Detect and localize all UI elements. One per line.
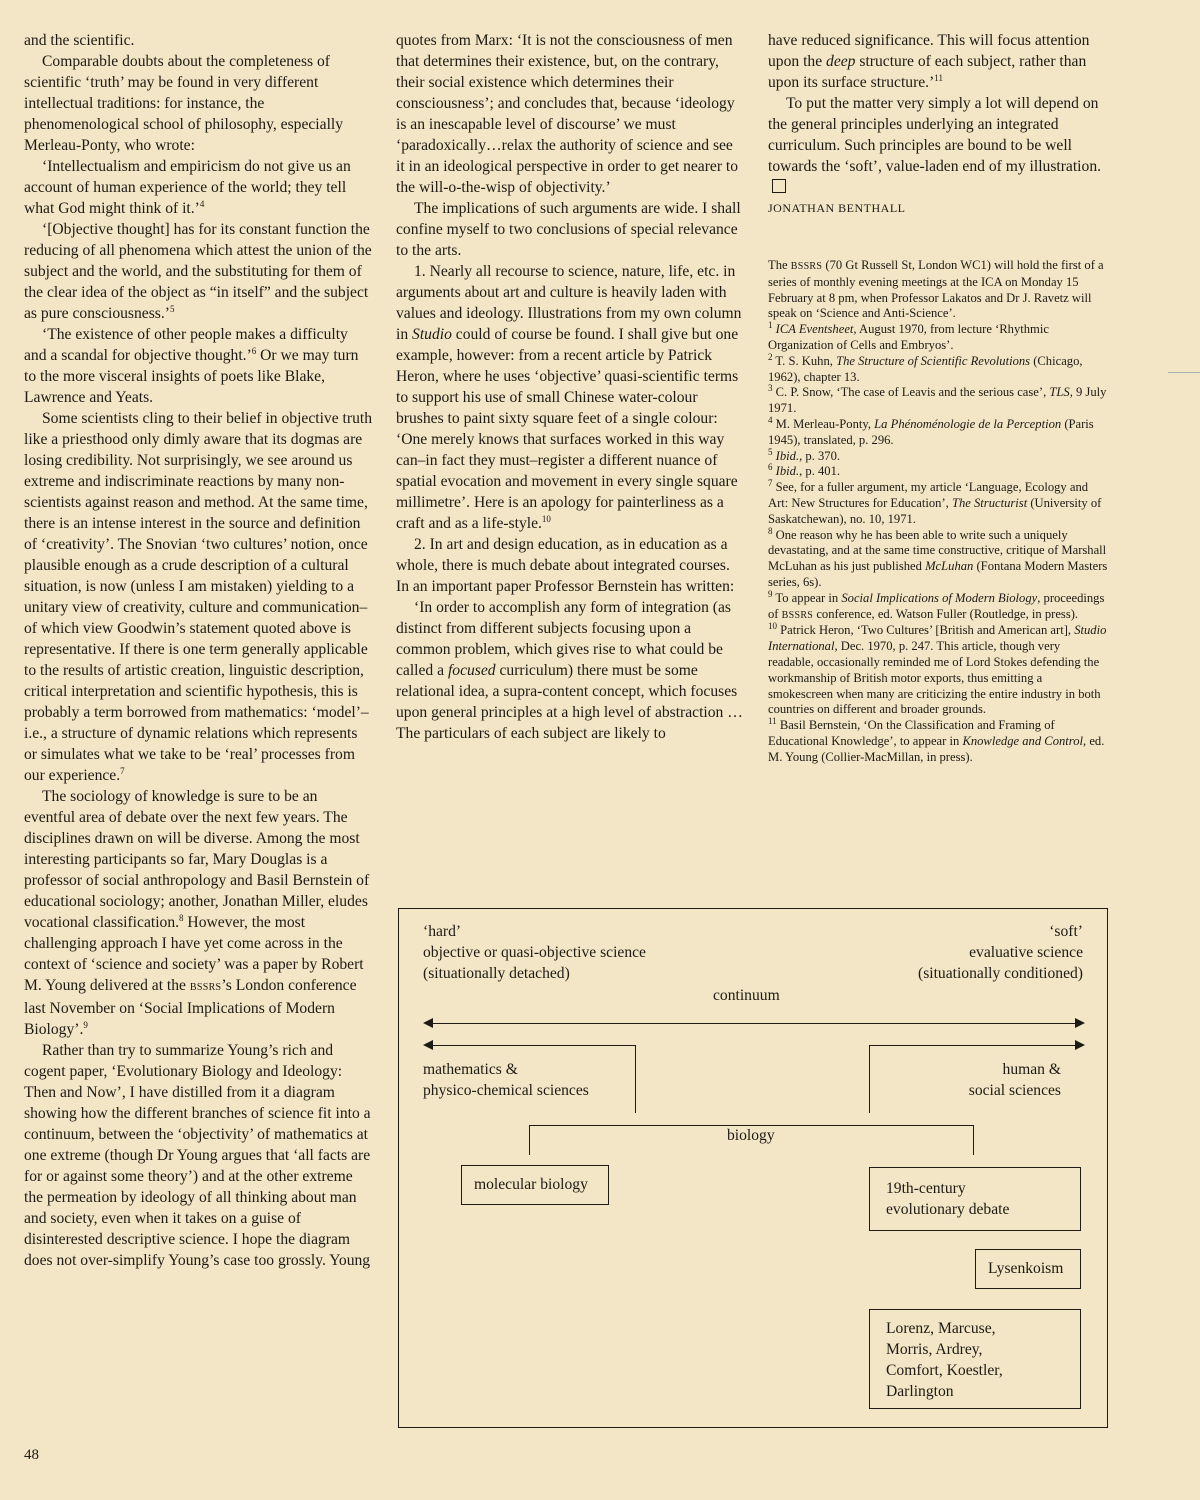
paragraph [396,30,744,198]
footnote-ref: 9 [83,1019,88,1030]
arrow-right-head [1075,1018,1085,1028]
text: C. P. Snow, ‘The case of Leavis and the serious case’, [772,385,1050,400]
paragraph [396,534,744,597]
text-column-3 [768,30,1108,219]
footnote-ref: 11 [934,72,943,83]
box-label: Lorenz, Marcuse, [886,1320,996,1337]
text-column-1 [24,30,372,1271]
paragraph [396,261,744,534]
italic-text: The Structurist [951,495,1028,510]
text: Comparable doubts about the completeness of scientific ‘truth’ may be found in very different intellectual traditions: for instance, the phenomenological school of philosophy, especially Merleau-Ponty, who wrote: [24,53,344,154]
math-bracket-line [431,1045,635,1046]
text: could of course be found. I shall give but one example, however: from a recent article by Patrick Heron, where he uses ‘objective’ quasi-scientific terms to support his use of small Chinese water-colour brushes to paint sixty square feet of a single colour: ‘One merely knows that surfaces worked in this way can–in fact they must–register a different nuance of spatial evocation and movement in every single square millimetre’. Here is an apology for painterliness as a craft and as a life-style. [396,326,739,532]
italic-text: Ibid. [775,464,800,479]
names-box [869,1309,1081,1409]
footnote-number: 7 [768,477,773,488]
footnote-number: 11 [768,715,777,726]
hard-description: objective or quasi-objective science [423,944,646,961]
footnote [768,477,1108,527]
text: , August 1970, from lecture ‘Rhythmic Organization of Cells and Embryos’. [768,322,1049,352]
biology-label: biology [727,1127,775,1144]
footnote-ref: 10 [541,513,551,524]
evolutionary-debate-box [869,1167,1081,1231]
italic-text: Studio [412,326,452,343]
text: One reason why he has been able to write such a uniquely devastating, and at the same time constructive, critique of Marshall McLuhan as his just published [768,527,1107,574]
soft-description: evaluative science [969,944,1083,961]
text: Rather than try to summarize Young’s rich and cogent paper, ‘Evolutionary Biology and Ideology: Then and Now’, I have distilled from it a diagram showing how the different branches of science fit into a continuum, between the ‘objectivity’ of mathematics at one extreme (though Dr Young argues that ‘all facts are for or against some theory’) and at the other extreme the permeation by ideology of all thinking about man and society, even when it takes on a guise of disinterested descriptive science. I hope the diagram does not over-simplify Young’s case too grossly. Young [24,1042,371,1269]
box-label: Lysenkoism [988,1260,1064,1277]
text: 1. Nearly all recourse to science, nature, life, etc. in arguments about art and culture is heavily laden with values and ideology. Illustrations from my own column in [396,263,742,343]
footnote-number: 10 [768,621,777,632]
text: (Fontana Modern Masters series, 6s). [768,559,1108,589]
science-continuum-diagram [398,908,1108,1428]
text: However, the most challenging approach I have yet come across in the context of ‘science and society’ was a paper by Robert M. Young delivered at the [24,914,364,994]
footnotes [768,258,1108,766]
italic-text: La Phénoménologie de la Perception [874,416,1062,431]
box-label: molecular biology [474,1176,588,1193]
margin-rule [1168,372,1200,373]
text: ‘Intellectualism and empiricism do not give us an account of human experience of the world; they tell what God might think of it.’ [24,158,351,217]
text: Patrick Heron, ‘Two Cultures’ [British and American art], [777,623,1075,638]
footnote-number: 9 [768,588,773,599]
footnote-number: 5 [768,446,773,457]
italic-text: Ibid. [775,448,800,463]
text: (Paris 1945), translated, p. 296. [768,416,1094,447]
page-number: 48 [24,1447,39,1463]
lysenkoism-box [975,1249,1081,1289]
molecular-biology-box [461,1165,609,1205]
math-label-line2: physico-chemical sciences [423,1082,589,1099]
quote-paragraph [396,597,744,744]
footnote-ref: 4 [199,198,205,209]
footnote-ref: 5 [169,303,175,314]
arrow-left-head [423,1018,433,1028]
text: To put the matter very simply a lot will depend on the general principles underlying an integrated curriculum. Such principles are bound to be well towards the ‘soft’, value-laden end of my illustration. [768,95,1102,175]
text: quotes from Marx: ‘It is not the consciousness of men that determines their existence, but, on the contrary, their social existence which determines their consciousness’; and concludes that, because ‘ideology is an inescapable level of discourse’ we must ‘paradoxically…relax the authority of science and see it in an ideological perspective in order to get nearer to the will-o-the-wisp of objectivity.’ [396,32,739,196]
italic-text: Studio International [768,623,1107,654]
footnote-ref: 7 [120,765,125,776]
paragraph [24,30,372,51]
text: ‘The existence of other people makes a difficulty and a scandal for objective thought.’ [24,326,348,364]
text: , proceedings of [768,590,1105,621]
box-label: Comfort, Koestler, [886,1362,1003,1379]
italic-text: McLuhan [925,559,974,574]
italic-text: The Structure of Scientific Revolutions [836,353,1031,368]
text: (Chicago, 1962), chapter 13. [768,353,1083,384]
soft-subdescription: (situationally conditioned) [918,965,1083,982]
italic-text: ICA Eventsheet [775,322,854,337]
footnote [768,351,1108,386]
footnote-number: 3 [768,383,773,394]
hard-label: ‘hard’ [423,923,462,940]
small-caps-acronym: BSSRS [790,261,823,272]
text: 2. In art and design education, as in education as a whole, there is much debate about integrated courses. In an important paper Professor Bernstein has written: [396,536,735,595]
text: The sociology of knowledge is sure to be an eventful area of debate over the next few years. The disciplines drawn on will be diverse. Among the most interesting participants so far, Mary Douglas is a professor of social anthropology and Basil Bernstein of educational sociology; another, Jonathan Miller, eludes vocational classification. [24,788,370,931]
text: The implications of such arguments are wide. I shall confine myself to two conclusions of special relevance to the arts. [396,200,741,259]
arrow-left-head [423,1040,433,1050]
paragraph [24,408,372,786]
box-label: 19th-century [886,1180,966,1197]
footnote [768,525,1108,591]
paragraph [24,1040,372,1271]
text: (70 Gt Russell St, London WC1) will hold the first of a series of monthly evening meetings at the ICA on Monday 15 February at 8 pm, when Professor Lakatos and Dr J. Ravetz will speak on ‘Science and Anti-Science’. [768,258,1104,321]
paragraph [768,30,1108,93]
footnote [768,588,1108,624]
text: (University of Saskatchewan), no. 10, 1971. [768,495,1102,526]
footnote [768,446,1108,465]
text: , 9 July 1971. [768,385,1107,416]
quote-paragraph [24,324,372,408]
footnote [768,623,1108,718]
text: T. S. Kuhn, [772,353,837,368]
italic-text: focused [447,662,496,679]
text: ‘In order to accomplish any form of integration (as distinct from different subjects focusing upon a common problem, which gives rise to what could be called a [396,599,731,679]
quote-paragraph [24,219,372,324]
hard-subdescription: (situationally detached) [423,965,570,982]
text: and the scientific. [24,32,135,49]
footnote [768,322,1108,354]
text: structure of each subject, rather than upon its surface structure.’ [768,53,1087,91]
soft-label: ‘soft’ [1049,923,1083,940]
footnote [768,464,1108,480]
italic-text: TLS [1049,385,1070,400]
text-column-2 [396,30,744,744]
text: , Dec. 1970, p. 247. This article, though very readable, occasionally reminded me of Lord Stokes defending the workmanship of British motor exports, thus emitting a smokescreen when many are criticizing the entire industry in both countries on different and broader grounds. [768,639,1101,717]
continuum-line [431,1023,1077,1024]
text: , p. 370. [799,448,841,463]
footnote [768,385,1108,417]
text: conference, ed. Watson Fuller (Routledge, in press). [813,606,1079,621]
footnote-number: 2 [768,351,773,362]
footnote-number: 1 [768,320,773,330]
small-caps-acronym: BSSRS [781,609,814,621]
box-label: Morris, Ardrey, [886,1341,983,1358]
text: See, for a fuller argument, my article ‘Language, Ecology and Art: New Structures for Education’, [768,480,1089,510]
footnote-number: 4 [768,414,773,425]
text: , p. 401. [799,464,841,479]
end-mark-box [772,179,786,193]
math-bracket-tick [635,1045,636,1113]
human-label-line1: human & [1002,1061,1061,1078]
text: To appear in [772,590,842,605]
italic-text: Knowledge and Control [962,733,1084,748]
text: Basil Bernstein, ‘On the Classification and Framing of Educational Knowledge’, to appear in [768,718,1055,748]
human-bracket-line [869,1045,1077,1046]
footnote-number: 6 [768,462,773,473]
small-caps-acronym: BSSRS [189,982,222,993]
arrow-right-head [1075,1040,1085,1050]
italic-text: deep [826,53,856,70]
text: The [768,258,791,272]
math-label-line1: mathematics & [423,1061,518,1078]
box-label: evolutionary debate [886,1201,1010,1218]
paragraph [24,51,372,156]
quote-paragraph [24,156,372,219]
footnote-ref: 6 [251,345,257,356]
text: , ed. M. Young (Collier-MacMillan, in press). [768,733,1105,764]
footnote-number: 8 [768,525,773,536]
biology-bracket-left [529,1125,530,1155]
paragraph [768,93,1108,198]
text: Some scientists cling to their belief in objective truth like a priesthood only dimly aware that its dogmas are losing credibility. Not surprisingly, we see around us extreme and indiscriminate reactions by many non-scientists against reason and method. At the same time, there is an intense interest in the source and definition of ‘creativity’. The Snovian ‘two cultures’ notion, once plausible enough as a crude description of a cultural situation, is now (unless I am mistaken) yielding to a unitary view of creativity, culture and communication–of which view Goodwin’s statement quoted above is representative. If there is one term generally applicable to the results of artistic creation, linguistic description, critical interpretation and scientific hypothesis, this is probably a term borrowed from mathematics: ‘model’–i.e., a structure of dynamic relations which represents or simulates what we take to be ‘real’ processes from our experience. [24,410,372,784]
paragraph [396,198,744,261]
footnote [768,414,1108,449]
text: ‘[Objective thought] has for its constant function the reducing of all phenomena which attest the union of the subject and the world, and the substituting for them of the clear idea of the object as “in itself” and the subject as pure consciousness.’ [24,221,372,322]
text: M. Merleau-Ponty, [772,416,875,431]
text: curriculum) there must be some relational idea, a supra-content concept, which focuses upon general principles at a high level of abstraction …The particulars of each subject are likely to [396,662,743,742]
footnote [768,715,1108,765]
footnote-ref: 8 [179,912,184,923]
human-label-line2: social sciences [968,1082,1061,1099]
text: have reduced significance. This will focus attention upon the [768,32,1090,70]
continuum-label: continuum [713,987,780,1004]
author-byline: JONATHAN BENTHALL [768,201,906,215]
paragraph [24,786,372,1040]
text: Or we may turn to the more visceral insights of poets like Blake, Lawrence and Yeats. [24,347,359,406]
human-bracket-tick [869,1045,870,1113]
biology-bracket-right [973,1125,974,1155]
announcement [768,258,1108,322]
italic-text: Social Implications of Modern Biology [841,590,1038,605]
box-label: Darlington [886,1383,954,1400]
text: ’s London conference last November on ‘Social Implications of Modern Biology’. [24,977,357,1038]
